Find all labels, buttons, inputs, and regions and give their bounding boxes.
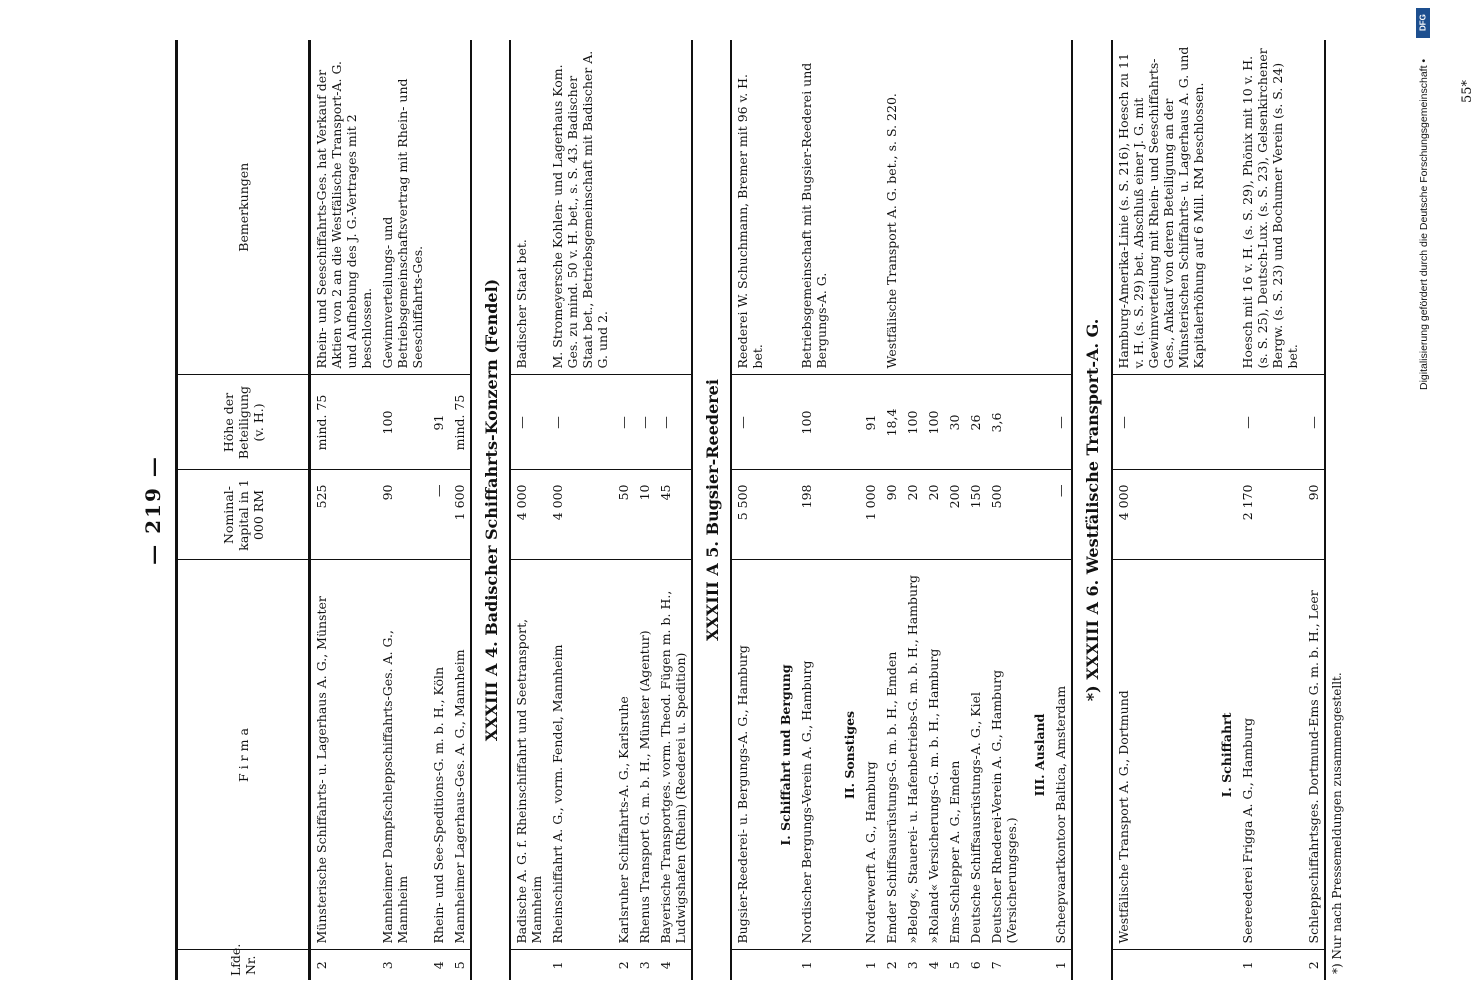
firma-cell: Seereederei Frigga A. G., Hamburg: [1237, 560, 1303, 950]
col-header-nr: Lfde. Nr.: [177, 950, 310, 980]
hoehe-cell: [768, 375, 796, 470]
firma-cell: Bugsier-Reederei- u. Bergungs-A. G., Hamburg: [731, 560, 768, 950]
firma-cell: Norderwerft A. G., Hamburg: [860, 560, 881, 950]
bem-cell: M. Stromeyersche Kohlen- und Lagerhaus Kom. Ges. zu mind. 50 v. H. bet., s. S. 43. Badischer Staat bet., Betriebsgemeinschaft mit Badischer A. G. und 2.: [547, 40, 613, 375]
nr-cell: 3: [905, 961, 921, 970]
nr-cell: [1022, 950, 1050, 980]
nr-cell: [1112, 950, 1209, 980]
hoehe-cell: 26: [965, 375, 986, 470]
bem-cell: Westfälische Transport A. G. bet., s. S. 220.: [881, 40, 902, 375]
firma-cell: Scheepvaartkontoor Baltica, Amsterdam: [1050, 560, 1072, 950]
table-row: [986, 40, 1022, 980]
kapital-cell: 45: [655, 470, 692, 560]
table-row: [923, 40, 944, 980]
nr-cell: 1: [550, 961, 566, 970]
section-title: XXXIII A 5. Bugsier-Reederei: [703, 379, 723, 641]
table-header-row: [177, 40, 310, 980]
subsection-title: I. Schiffahrt: [1209, 560, 1237, 950]
table-row: [634, 40, 655, 980]
page-number: — 219 —: [141, 455, 165, 565]
subsection-title: II. Sonstiges: [832, 560, 860, 950]
hoehe-cell: —: [547, 375, 613, 470]
side-credit-text: Digitalisierung gefördert durch die Deutsche Forschungsgemeinschaft •: [1418, 58, 1430, 390]
kapital-cell: 90: [1303, 470, 1325, 560]
subsection-title: I. Schiffahrt und Bergung: [768, 560, 796, 950]
firma-cell: »Roland« Versicherungs-G. m. b. H., Hamburg: [923, 560, 944, 950]
hoehe-cell: —: [613, 375, 634, 470]
kapital-cell: 50: [613, 470, 634, 560]
bem-cell: [944, 40, 965, 375]
bem-cell: [768, 40, 796, 375]
page-header: [135, 40, 175, 980]
nr-cell: 3: [380, 961, 395, 970]
bem-cell: Hamburg-Amerika-Linie (s. S. 216), Hoesch zu 11 v. H. (s. S. 29) bet. Abschluß einer J. G. mit Gewinnverteilung mit Rhein- und Seeschiffahrts-Ges., Ankauf von deren Beteiligung an der Münsterischen Schiffahrts- u. Lagerhaus A. G. und Kapitalerhöhung auf 6 Mill. RM beschlossen.: [1112, 40, 1209, 375]
table-row: [510, 40, 547, 980]
bem-cell: [449, 40, 471, 375]
bem-cell: Hoesch mit 16 v. H. (s. S. 29), Phönix mit 10 v. H. (s. S. 25), Deutsch-Lux. (s. S. 23), Gelsenkirchener Bergw. (s. S. 23) und Bochumer Verein (s. S. 24) bet.: [1237, 40, 1303, 375]
nr-cell: 1: [1239, 961, 1255, 970]
bem-cell: Badischer Staat bet.: [510, 40, 547, 375]
nr-cell: 2: [1303, 950, 1325, 980]
table-row: [1303, 40, 1325, 980]
hoehe-cell: —: [634, 375, 655, 470]
nr-cell: [1209, 950, 1237, 980]
kapital-cell: —: [1050, 470, 1072, 560]
hoehe-cell: —: [1303, 375, 1325, 470]
nr-cell: [832, 950, 860, 980]
table-row: [902, 40, 923, 980]
firma-cell: Emder Schiffsausrüstungs-G. m. b. H., Emden: [881, 560, 902, 950]
firma-cell: Bayerische Transportges. vorm. Theod. Fügen m. b. H., Ludwigshafen (Rhein) (Reederei u. Spedition): [655, 560, 692, 950]
firma-cell: Ems-Schlepper A. G., Emden: [944, 560, 965, 950]
table-row: [547, 40, 613, 980]
nr-cell: 6: [968, 961, 984, 970]
bem-cell: Reederei W. Schuchmann, Bremer mit 96 v. H. bet.: [731, 40, 768, 375]
kapital-cell: [768, 470, 796, 560]
nr-cell: 4: [926, 961, 942, 970]
section-title-row: [1072, 40, 1111, 980]
hoehe-cell: —: [510, 375, 547, 470]
table-row: [1237, 40, 1303, 980]
table-row: [655, 40, 692, 980]
section-title-row: [692, 40, 731, 980]
kapital-cell: 4 000: [510, 470, 547, 560]
bem-cell: [986, 40, 1022, 375]
col-header-kapital: Nominal-kapital in 1 000 RM: [177, 470, 310, 560]
hoehe-cell: 100: [902, 375, 923, 470]
section-title: *) XXXIII A 6. Westfälische Transport-A. G.: [1083, 318, 1103, 702]
nr-cell: 5: [947, 961, 963, 970]
bem-cell: [860, 40, 881, 375]
footnote-row: [1325, 40, 1347, 980]
kapital-cell: —: [428, 470, 449, 560]
kapital-cell: 20: [902, 470, 923, 560]
hoehe-cell: [1209, 375, 1237, 470]
hoehe-cell: —: [1050, 375, 1072, 470]
nr-cell: 2: [314, 961, 329, 970]
table-row: [944, 40, 965, 980]
nr-cell: 3: [637, 961, 653, 970]
hoehe-cell: —: [1112, 375, 1209, 470]
firma-cell: »Belog«, Stauerei- u. Hafenbetriebs-G. m. b. H., Hamburg: [902, 560, 923, 950]
bem-cell: [832, 40, 860, 375]
hoehe-cell: 100: [377, 375, 428, 470]
dfg-logo-text: DFG: [1418, 14, 1428, 32]
table-row: [310, 40, 378, 980]
table-row: [428, 40, 449, 980]
firma-cell: Badische A. G. f. Rheinschiffahrt und Seetransport, Mannheim: [510, 560, 547, 950]
kapital-cell: 4 000: [547, 470, 613, 560]
table-row: [965, 40, 986, 980]
firma-cell: Rheinschiffahrt A. G., vorm. Fendel, Mannheim: [547, 560, 613, 950]
nr-cell: [768, 950, 796, 980]
nr-cell: [731, 950, 768, 980]
bem-cell: [1050, 40, 1072, 375]
kapital-cell: 90: [377, 470, 428, 560]
firma-cell: Deutsche Schiffsausrüstungs-A. G., Kiel: [965, 560, 986, 950]
nr-cell: 7: [989, 961, 1005, 970]
hoehe-cell: [832, 375, 860, 470]
table-row: [731, 40, 768, 980]
hoehe-cell: 30: [944, 375, 965, 470]
firma-cell: Deutscher Rhederei-Verein A. G., Hamburg (Versicherungsges.): [986, 560, 1022, 950]
kapital-cell: 198: [796, 470, 832, 560]
table-row: [613, 40, 634, 980]
hoehe-cell: 91: [860, 375, 881, 470]
kapital-cell: [832, 470, 860, 560]
hoehe-cell: 100: [796, 375, 832, 470]
kapital-cell: [1022, 470, 1050, 560]
bem-cell: [1022, 40, 1050, 375]
bem-cell: Rhein- und Seeschiffahrts-Ges. hat Verkauf der Aktien von 2 an die Westfälische Transport-A. G. und Aufhebung des J. G.-Vertrages mit 2 beschlossen.: [310, 40, 378, 375]
rotated-page: [135, 40, 1475, 980]
kapital-cell: 5 500: [731, 470, 768, 560]
kapital-cell: 500: [986, 470, 1022, 560]
kapital-cell: 1 600: [449, 470, 471, 560]
firma-cell: Karlsruher Schiffahrts-A. G., Karlsruhe: [613, 560, 634, 950]
bem-cell: Gewinnverteilungs- und Betriebsgemeinschaftsvertrag mit Rhein- und Seeschiffahrts-Ges.: [377, 40, 428, 375]
hoehe-cell: 91: [428, 375, 449, 470]
bem-cell: [1303, 40, 1325, 375]
hoehe-cell: mind. 75: [449, 375, 471, 470]
footnote: *) Nur nach Pressemeldungen zusammengestellt.: [1329, 672, 1344, 974]
nr-cell: 4: [655, 950, 692, 980]
nr-cell: 4: [431, 961, 446, 970]
col-header-firma: F i r m a: [177, 560, 310, 950]
subsection-row: [832, 40, 860, 980]
subsection-row: [1209, 40, 1237, 980]
nr-cell: 5: [449, 950, 471, 980]
table-row: [881, 40, 902, 980]
firma-cell: Rhein- und See-Speditions-G. m. b. H., Köln: [428, 560, 449, 950]
table-row: [860, 40, 881, 980]
hoehe-cell: [1022, 375, 1050, 470]
kapital-cell: 4 000: [1112, 470, 1209, 560]
subsection-row: [1022, 40, 1050, 980]
table-row: [449, 40, 471, 980]
nr-cell: 2: [884, 961, 900, 970]
nr-cell: [510, 950, 547, 980]
bem-cell: [965, 40, 986, 375]
section-title: XXXIII A 4. Badischer Schiffahrts-Konzern (Fendel): [482, 278, 501, 742]
firma-cell: Mannheimer Lagerhaus-Ges. A. G., Mannheim: [449, 560, 471, 950]
firma-cell: Rhenus Transport G. m. b. H., Münster (Agentur): [634, 560, 655, 950]
hoehe-cell: —: [1237, 375, 1303, 470]
table-row: [1050, 40, 1072, 980]
hoehe-cell: —: [731, 375, 768, 470]
dfg-logo: [1416, 8, 1430, 38]
col-header-hoehe: Höhe der Beteiligung (v. H.): [177, 375, 310, 470]
bem-cell: [1209, 40, 1237, 375]
firma-cell: Schleppschiffahrtsges. Dortmund-Ems G. m. b. H., Leer: [1303, 560, 1325, 950]
nr-cell: 1: [1050, 950, 1072, 980]
bem-cell: [634, 40, 655, 375]
kapital-cell: 200: [944, 470, 965, 560]
kapital-cell: 150: [965, 470, 986, 560]
bem-cell: [655, 40, 692, 375]
nr-cell: 1: [863, 961, 879, 970]
kapital-cell: 1 000: [860, 470, 881, 560]
hoehe-cell: 18,4: [881, 375, 902, 470]
bem-cell: [902, 40, 923, 375]
table-body: [310, 40, 1347, 980]
kapital-cell: 20: [923, 470, 944, 560]
firma-cell: Mannheimer Dampfschleppschiffahrts-Ges. A. G., Mannheim: [377, 560, 428, 950]
kapital-cell: 90: [881, 470, 902, 560]
hoehe-cell: 3,6: [986, 375, 1022, 470]
subsection-row: [768, 40, 796, 980]
col-header-bemerkungen: Bemerkungen: [177, 40, 310, 375]
table-row: [1112, 40, 1209, 980]
hoehe-cell: mind. 75: [310, 375, 378, 470]
kapital-cell: 525: [310, 470, 378, 560]
bem-cell: [613, 40, 634, 375]
firma-cell: Nordischer Bergungs-Verein A. G., Hamburg: [796, 560, 832, 950]
kapital-cell: 2 170: [1237, 470, 1303, 560]
bem-cell: Betriebsgemeinschaft mit Bugsier-Reederei und Bergungs-A. G.: [796, 40, 832, 375]
bem-cell: [428, 40, 449, 375]
firma-cell: Münsterische Schiffahrts- u. Lagerhaus A. G., Münster: [310, 560, 378, 950]
hoehe-cell: —: [655, 375, 692, 470]
nr-cell: 2: [616, 961, 632, 970]
holdings-table: [175, 40, 1347, 980]
hoehe-cell: 100: [923, 375, 944, 470]
bem-cell: [923, 40, 944, 375]
table-row: [377, 40, 428, 980]
table-row: [796, 40, 832, 980]
section-title-row: [471, 40, 510, 980]
firma-cell: Westfälische Transport A. G., Dortmund: [1112, 560, 1209, 950]
subsection-title: III. Ausland: [1022, 560, 1050, 950]
kapital-cell: [1209, 470, 1237, 560]
kapital-cell: 10: [634, 470, 655, 560]
footer-page-number: 55*: [1460, 80, 1475, 104]
nr-cell: 1: [799, 961, 815, 970]
